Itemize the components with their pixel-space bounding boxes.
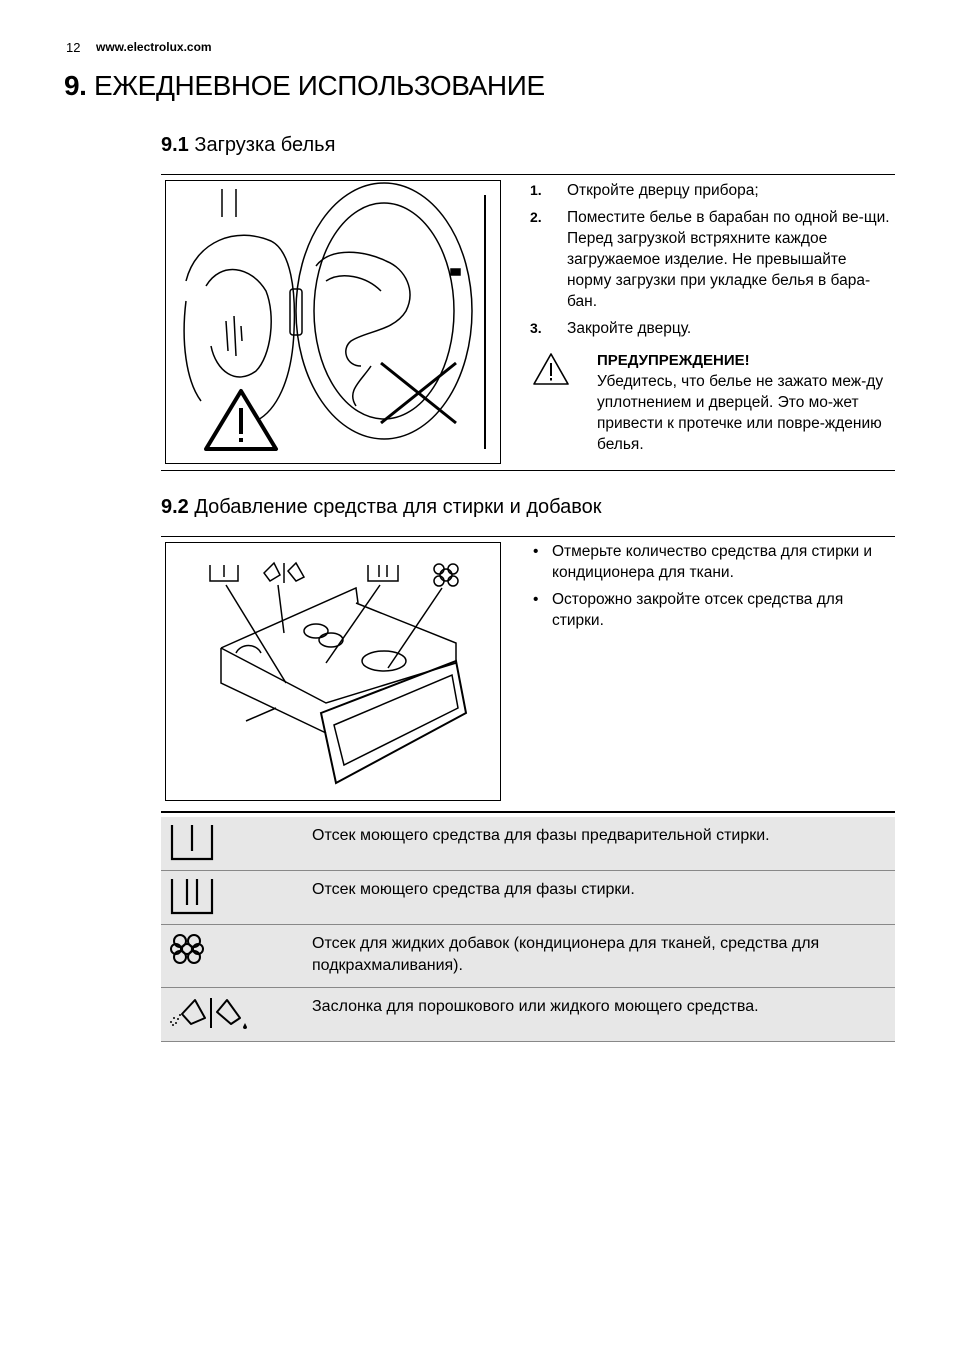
legend-text: Отсек моющего средства для фазы предварительной стирки.: [312, 817, 895, 871]
bullet-dot-icon: •: [533, 591, 539, 608]
bullet-text: Осторожно закройте отсек средства для стирки.: [552, 591, 844, 629]
legend-text: Отсек моющего средства для фазы стирки.: [312, 871, 895, 925]
page-number: 12: [66, 40, 81, 55]
divider: [161, 470, 895, 471]
compartment-legend-table: [161, 817, 895, 1042]
dispenser-drawer-illustration: [166, 543, 500, 800]
divider: [161, 536, 895, 537]
softener-flower-icon: [165, 929, 215, 969]
warning-block: [530, 350, 895, 455]
step-text: Откройте дверцу прибора;: [567, 182, 759, 199]
section-heading-9-1: [161, 134, 335, 157]
washing-machine-door-illustration: [166, 181, 500, 463]
detergent-dispenser-figure: [165, 542, 501, 801]
warning-text: Убедитесь, что белье не зажато меж-ду уплотнением и дверцей. Это мо-жет привести к протечке или повре-ждению белья.: [597, 373, 884, 453]
step-number: 2.: [530, 209, 542, 225]
step-text: Поместите белье в барабан по одной ве-щи. Перед загрузкой встряхните каждое загружаемое изделие. Не превышайте норму загрузки при укладке белья в бара-бан.: [567, 209, 890, 310]
section-number: 9.2: [161, 496, 189, 518]
loading-laundry-figure: [165, 180, 501, 464]
legend-text: Заслонка для порошкового или жидкого моющего средства.: [312, 988, 895, 1042]
bullet-item: [530, 541, 895, 583]
bullet-item: [530, 589, 895, 631]
legend-top-rule: [161, 811, 895, 813]
divider: [161, 174, 895, 175]
step-item: [530, 318, 895, 339]
site-url: www.electrolux.com: [96, 40, 212, 54]
table-row: [161, 925, 895, 988]
table-row: [161, 871, 895, 925]
table-row: [161, 988, 895, 1042]
section-title: Загрузка белья: [194, 134, 336, 156]
section-title: Добавление средства для стирки и добавок: [194, 496, 602, 518]
warning-title: ПРЕДУПРЕЖДЕНИЕ!: [597, 352, 750, 369]
dispenser-bullets: [530, 541, 895, 637]
powder-liquid-flap-icon: [165, 992, 255, 1032]
chapter-number: 9.: [64, 70, 87, 101]
chapter-title-text: ЕЖЕДНЕВНОЕ ИСПОЛЬЗОВАНИЕ: [93, 70, 545, 101]
section-number: 9.1: [161, 134, 189, 156]
prewash-compartment-icon: [165, 821, 215, 861]
warning-triangle-icon: [532, 352, 570, 386]
table-row: [161, 817, 895, 871]
step-number: 1.: [530, 182, 542, 198]
step-number: 3.: [530, 320, 542, 336]
bullet-text: Отмерьте количество средства для стирки и кондиционера для ткани.: [552, 543, 873, 581]
step-text: Закройте дверцу.: [567, 320, 692, 337]
bullet-dot-icon: •: [533, 543, 539, 560]
legend-text: Отсек для жидких добавок (кондиционера для тканей, средства для подкрахмаливания).: [312, 925, 895, 988]
step-item: [530, 207, 895, 312]
loading-steps: [530, 180, 895, 345]
step-item: [530, 180, 895, 201]
chapter-title: [64, 70, 545, 102]
wash-compartment-icon: [165, 875, 215, 915]
section-heading-9-2: [161, 496, 602, 519]
